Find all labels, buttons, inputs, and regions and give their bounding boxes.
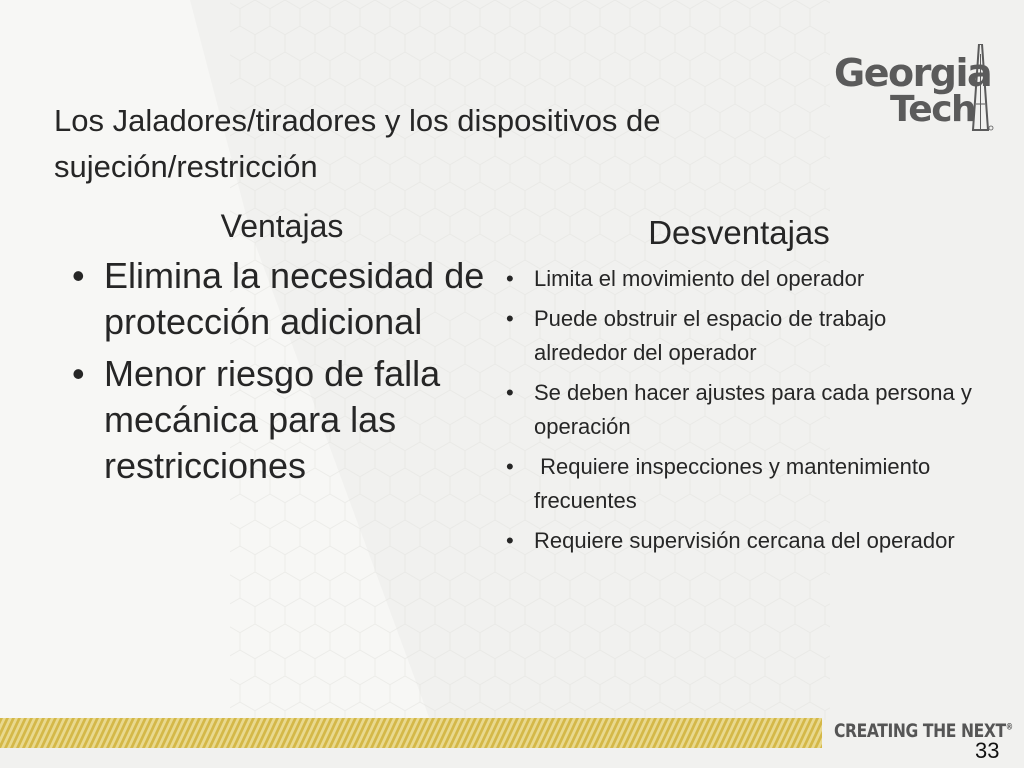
list-item (72, 253, 492, 345)
gold-stripe-band (0, 718, 822, 748)
list-item (504, 302, 974, 370)
list-item (504, 376, 974, 444)
bullet-icon: • (506, 528, 514, 553)
list-item-text: Elimina la necesidad de protección adicional (104, 255, 485, 342)
desventajas-heading: Desventajas (648, 214, 830, 251)
list-item (504, 524, 974, 558)
bullet-icon: • (506, 380, 514, 405)
ventajas-heading: Ventajas (220, 208, 344, 244)
bullet-icon: • (506, 454, 514, 479)
bullet-icon: • (72, 255, 85, 296)
ventajas-column (72, 208, 492, 495)
list-item-text: Menor riesgo de falla mecánica para las restricciones (104, 353, 441, 486)
list-item-text: Puede obstruir el espacio de trabajo alrededor del operador (534, 306, 887, 365)
logo-line-tech: Tech (890, 89, 976, 130)
logo-line-georgia: Georgia (834, 51, 992, 95)
list-item (504, 450, 974, 518)
desventajas-column (504, 214, 974, 564)
georgia-tech-logo (834, 44, 994, 134)
desventajas-list (504, 262, 974, 558)
list-item (504, 262, 974, 296)
list-item-text: Requiere inspecciones y mantenimiento frecuentes (534, 454, 937, 513)
slide-title: Los Jaladores/tiradores y los dispositivos de sujeción/restricción (54, 103, 661, 184)
ventajas-list (72, 253, 492, 489)
list-item-text: Limita el movimiento del operador (534, 266, 865, 291)
tagline-text: CREATING THE NEXT (834, 720, 1006, 742)
bullet-icon: • (72, 353, 85, 394)
page-number: 33 (975, 738, 1000, 763)
tech-tower-spire-icon (966, 44, 994, 134)
list-item (72, 351, 492, 489)
bullet-icon: • (506, 266, 514, 291)
bullet-icon: • (506, 306, 514, 331)
registered-mark: ® (1005, 722, 1013, 733)
list-item-text: Se deben hacer ajustes para cada persona y operación (534, 380, 972, 439)
list-item-text: Requiere supervisión cercana del operador (534, 528, 955, 553)
